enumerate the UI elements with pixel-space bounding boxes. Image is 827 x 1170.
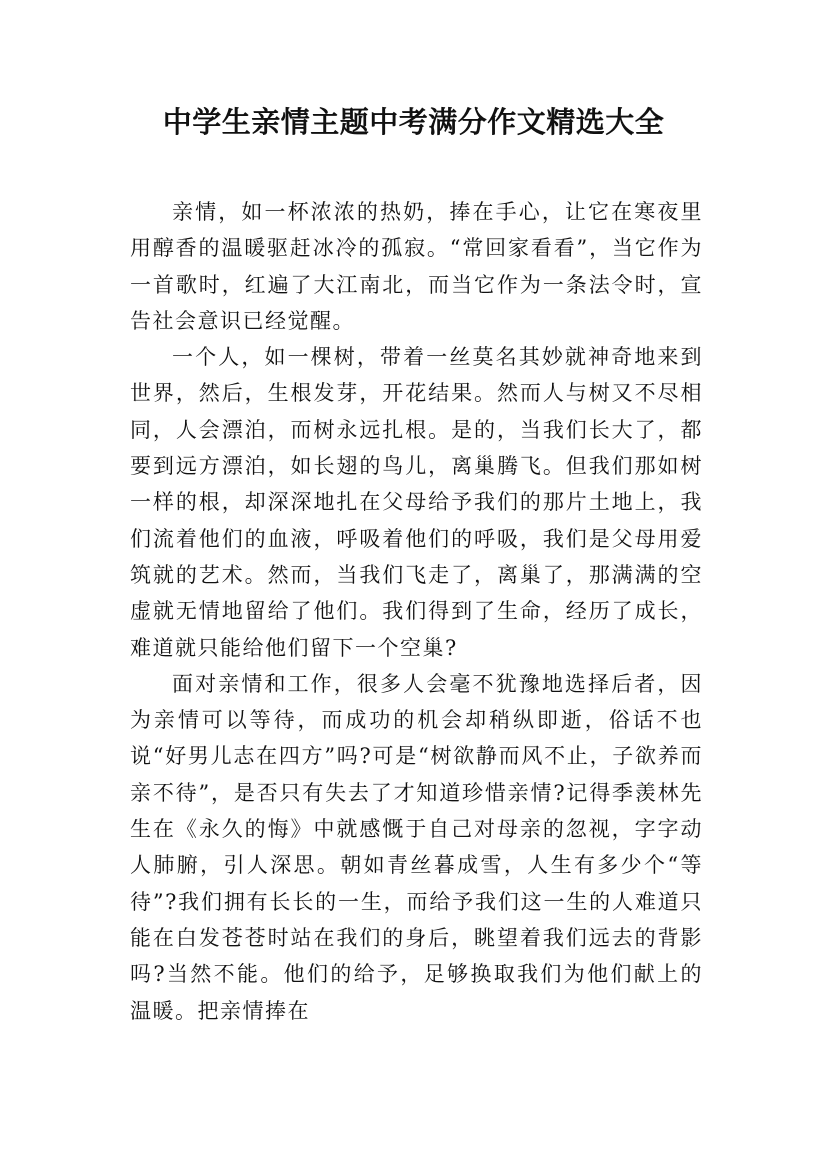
paragraph-1: 亲情，如一杯浓浓的热奶，捧在手心，让它在寒夜里用醇香的温暖驱赶冰冷的孤寂。“常回家看看”，当它作为一首歌时，红遍了大江南北，而当它作为一条法令时，宣告社会意识已经觉醒。 [130,200,703,333]
document-title: 中学生亲情主题中考满分作文精选大全 [162,105,665,139]
paragraph-3: 面对亲情和工作，很多人会毫不犹豫地选择后者，因为亲情可以等待，而成功的机会却稍纵即逝，俗话不也说“好男儿志在四方”吗?可是“树欲静而风不止，子欲养而亲不待”，是否只有失去了才知道珍惜亲情?记得季羡林先生在《永久的悔》中就感慨于自己对母亲的忽视，字字动人肺腑，引人深思。朝如青丝暮成雪，人生有多少个“等待”?我们拥有长长的一生，而给予我们这一生的人难道只能在白发苍苍时站在我们的身后，眺望着我们远去的背影吗?当然不能。他们的给予，足够换取我们为他们献上的温暖。把亲情捧在 [130,671,703,1023]
paragraph-2: 一个人，如一棵树，带着一丝莫名其妙就神奇地来到世界，然后，生根发芽，开花结果。然而人与树又不尽相同，人会漂泊，而树永远扎根。是的，当我们长大了，都要到远方漂泊，如长翅的鸟儿，离巢腾飞。但我们那如树一样的根，却深深地扎在父母给予我们的那片土地上，我们流着他们的血液，呼吸着他们的呼吸，我们是父母用爱筑就的艺术。然而，当我们飞走了，离巢了，那满满的空虚就无情地留给了他们。我们得到了生命，经历了成长，难道就只能给他们留下一个空巢? [130,345,703,660]
document-body [130,194,703,1029]
